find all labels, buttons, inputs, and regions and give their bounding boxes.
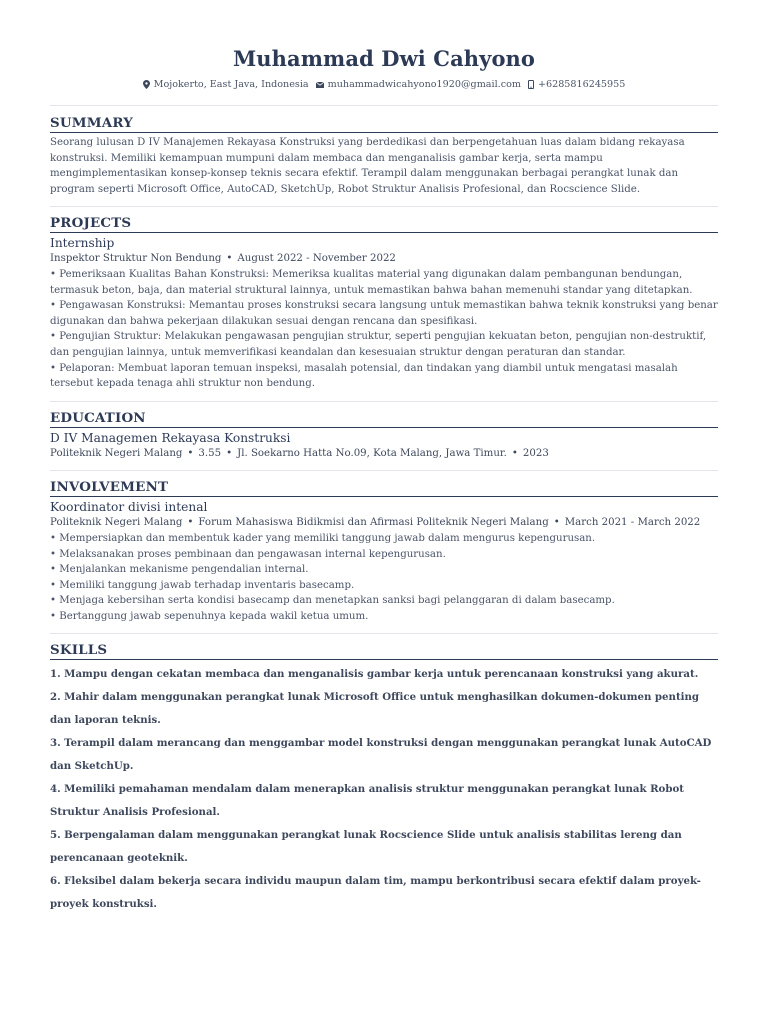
involvement-meta bbox=[50, 515, 718, 531]
email-item[interactable] bbox=[316, 79, 521, 90]
involvement-bullet: • Mempersiapkan dan membentuk kader yang memiliki tanggung jawab dalam mengurus kepengurusan. bbox=[50, 532, 596, 544]
location-pin-icon bbox=[143, 80, 150, 89]
summary-section bbox=[50, 115, 718, 197]
envelope-icon bbox=[316, 82, 324, 88]
email-link[interactable]: muhammadwicahyono1920@gmail.com bbox=[327, 79, 521, 90]
location-text: Mojokerto, East Java, Indonesia bbox=[153, 79, 309, 90]
involvement-group: Forum Mahasiswa Bidikmisi dan Afirmasi Politeknik Negeri Malang bbox=[198, 517, 549, 529]
divider bbox=[50, 105, 718, 106]
project-bullet: • Pemeriksaan Kualitas Bahan Konstruksi: Memeriksa kualitas material yang digunakan dalam pembangunan bendungan, termasuk beton, baja, dan material struktural lainnya, untuk memastikan bahwa bahan memenuhi standar yang ditetapkan. bbox=[50, 268, 693, 296]
involvement-bullet: • Menjalankan mekanisme pengendalian internal. bbox=[50, 564, 309, 576]
involvement-bullet: • Memiliki tanggung jawab terhadap inventaris basecamp. bbox=[50, 579, 355, 591]
candidate-name: Muhammad Dwi Cahyono bbox=[232, 46, 536, 71]
project-bullet: • Pengawasan Konstruksi: Memantau proses konstruksi secara langsung untuk memastikan bahwa teknik konstruksi yang benar digunakan dan bahwa pekerjaan dilakukan sesuai dengan rencana dan spesifikasi. bbox=[50, 300, 718, 327]
skills-heading: SKILLS bbox=[50, 642, 718, 660]
separator-dot: • bbox=[226, 447, 233, 459]
involvement-dates: March 2021 - March 2022 bbox=[564, 517, 701, 529]
project-role: Inspektor Struktur Non Bendung bbox=[50, 253, 222, 265]
involvement-section bbox=[50, 479, 718, 624]
education-address: Jl. Soekarno Hatta No.09, Kota Malang, Jawa Timur. bbox=[237, 447, 507, 459]
divider bbox=[50, 401, 718, 402]
involvement-role: Koordinator divisi intenal bbox=[50, 500, 208, 515]
skill-item: 3. Terampil dalam merancang dan menggambar model konstruksi dengan menggunakan perangkat lunak AutoCAD dan SketchUp. bbox=[50, 737, 712, 773]
project-bullet: • Pengujian Struktur: Melakukan pengawasan pengujian struktur, seperti pengujian kekuatan beton, pengujian non-destruktif, dan pengujian lainnya, untuk memverifikasi keandalan dan kesesuaian struktur dengan peraturan dan standar. bbox=[50, 331, 707, 358]
skill-item: 2. Mahir dalam menggunakan perangkat lunak Microsoft Office untuk menghasilkan dokumen-dokumen penting dan laporan teknis. bbox=[50, 691, 700, 727]
involvement-bullet: • Bertanggung jawab sepenuhnya kepada wakil ketua umum. bbox=[50, 610, 369, 622]
project-meta bbox=[50, 251, 718, 267]
skill-item: 6. Fleksibel dalam bekerja secara individu maupun dalam tim, mampu berkontribusi secara efektif dalam proyek-proyek konstruksi. bbox=[50, 875, 701, 911]
summary-heading: SUMMARY bbox=[50, 115, 718, 133]
education-school: Politeknik Negeri Malang bbox=[50, 447, 183, 459]
resume-header bbox=[0, 0, 768, 90]
involvement-heading: INVOLVEMENT bbox=[50, 479, 718, 497]
project-bullet: • Pelaporan: Membuat laporan temuan inspeksi, masalah potensial, dan tindakan yang diambil untuk mengatasi masalah tersebut kepada tenaga ahli struktur non bendung. bbox=[50, 362, 678, 390]
divider bbox=[50, 206, 718, 207]
projects-heading: PROJECTS bbox=[50, 215, 718, 233]
phone-text[interactable]: +6285816245955 bbox=[537, 79, 626, 90]
separator-dot: • bbox=[553, 517, 560, 529]
involvement-org: Politeknik Negeri Malang bbox=[50, 517, 183, 529]
phone-item[interactable] bbox=[528, 79, 625, 90]
education-gpa: 3.55 bbox=[198, 447, 222, 459]
projects-section bbox=[50, 215, 718, 391]
separator-dot: • bbox=[226, 253, 233, 265]
education-year: 2023 bbox=[522, 447, 549, 459]
divider bbox=[50, 633, 718, 634]
summary-text: Seorang lulusan D IV Manajemen Rekayasa Konstruksi yang berdedikasi dan berpengetahuan luas dalam bidang rekayasa konstruksi. Memiliki kemampuan mumpuni dalam membaca dan menganalisis gambar kerja, serta mampu mengimplementasikan konsep-konsep teknis secara efektif. Terampil dalam menggunakan berbagai perangkat lunak dan program seperti Microsoft Office, AutoCAD, SketchUp, Robot Struktur Analisis Profesional, dan Rocscience Slide. bbox=[50, 137, 685, 195]
divider bbox=[50, 470, 718, 471]
skill-item: 1. Mampu dengan cekatan membaca dan menganalisis gambar kerja untuk perencanaan konstruksi yang akurat. bbox=[50, 668, 699, 681]
involvement-bullet: • Menjaga kebersihan serta kondisi basecamp dan menetapkan sanksi bagi pelanggaran di dalam basecamp. bbox=[50, 595, 615, 607]
contact-line bbox=[0, 79, 768, 90]
skills-section bbox=[50, 642, 718, 916]
separator-dot: • bbox=[187, 447, 194, 459]
separator-dot: • bbox=[511, 447, 518, 459]
skills-list bbox=[50, 663, 718, 916]
skill-item: 5. Berpengalaman dalam menggunakan perangkat lunak Rocscience Slide untuk analisis stabilitas lereng dan perencanaan geoteknik. bbox=[50, 829, 682, 865]
separator-dot: • bbox=[187, 517, 194, 529]
phone-icon bbox=[528, 80, 534, 89]
education-heading: EDUCATION bbox=[50, 410, 718, 428]
involvement-bullet: • Melaksanakan proses pembinaan dan pengawasan internal kepengurusan. bbox=[50, 548, 446, 560]
skill-item: 4. Memiliki pemahaman mendalam dalam menerapkan analisis struktur menggunakan perangkat lunak Robot Struktur Analisis Profesional. bbox=[50, 783, 684, 819]
education-degree: D IV Managemen Rekayasa Konstruksi bbox=[50, 430, 291, 445]
location-item bbox=[143, 79, 309, 90]
education-section bbox=[50, 410, 718, 462]
project-title: Internship bbox=[50, 236, 115, 251]
education-meta bbox=[50, 446, 718, 462]
project-dates: August 2022 - November 2022 bbox=[237, 253, 396, 265]
